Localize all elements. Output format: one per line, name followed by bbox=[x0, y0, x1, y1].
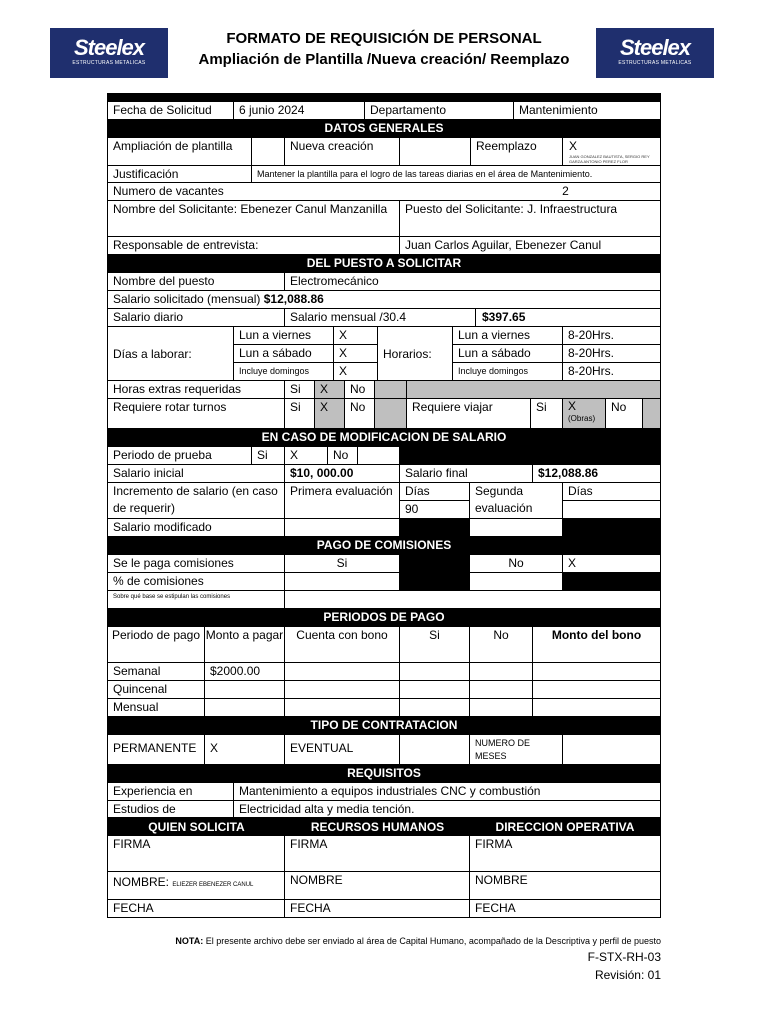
periodo-col-header: Periodo de pago bbox=[108, 627, 205, 663]
numero-meses-value[interactable] bbox=[563, 735, 660, 765]
firma-direccion[interactable]: FIRMA bbox=[470, 836, 660, 872]
modificacion-salario-header: EN CASO DE MODIFICACION DE SALARIO bbox=[108, 429, 660, 447]
document-title: FORMATO DE REQUISICIÓN DE PERSONAL bbox=[226, 30, 542, 47]
horario-value-2[interactable]: 8-20Hrs. bbox=[563, 345, 660, 363]
salario-diario-label: Salario diario bbox=[108, 309, 285, 327]
paga-comisiones-label: Se le paga comisiones bbox=[108, 555, 285, 573]
porcentaje-filler-2 bbox=[563, 573, 660, 591]
logo-brand: Steelex bbox=[619, 35, 691, 60]
viajar-si: Si bbox=[531, 399, 563, 429]
permanente-x[interactable]: X bbox=[205, 735, 285, 765]
departamento-value[interactable]: Mantenimiento bbox=[514, 102, 660, 120]
dia-check-3[interactable]: X bbox=[334, 363, 378, 381]
horarios-label: Horarios: bbox=[378, 327, 453, 381]
mensual-label: Mensual bbox=[108, 699, 205, 717]
dias-label-2: Días bbox=[563, 483, 660, 501]
salario-solicitado-row bbox=[108, 291, 660, 309]
eventual-label: EVENTUAL bbox=[285, 735, 400, 765]
bono-no-header: No bbox=[470, 627, 533, 663]
quincenal-no[interactable] bbox=[470, 681, 533, 699]
nota-label: NOTA: bbox=[175, 936, 204, 946]
mensual-no[interactable] bbox=[470, 699, 533, 717]
horario-dia-1: Lun a viernes bbox=[453, 327, 563, 345]
salario-modificado-label: Salario modificado bbox=[108, 519, 285, 537]
puesto-header: DEL PUESTO A SOLICITAR bbox=[108, 255, 660, 273]
segunda-evaluacion-label: Segunda evaluación bbox=[470, 483, 563, 519]
periodo-prueba-no-check[interactable] bbox=[358, 447, 400, 465]
nueva-creacion-check[interactable] bbox=[400, 138, 471, 166]
direccion-operativa-header: DIRECCION OPERATIVA bbox=[495, 820, 635, 834]
viajar-label: Requiere viajar bbox=[407, 399, 531, 429]
quincenal-bono[interactable] bbox=[285, 681, 400, 699]
salario-mensual-value[interactable]: $397.65 bbox=[476, 309, 660, 327]
nombre-puesto-label: Nombre del puesto bbox=[108, 273, 285, 291]
salario-inicial-label: Salario inicial bbox=[108, 465, 285, 483]
nombre-rh[interactable]: NOMBRE bbox=[285, 872, 470, 900]
bono-si-header: Si bbox=[400, 627, 470, 663]
estudios-value[interactable]: Electricidad alta y media tención. bbox=[234, 801, 660, 818]
contratacion-header: TIPO DE CONTRATACION bbox=[108, 717, 660, 735]
bono-col-header: Cuenta con bono bbox=[285, 627, 400, 663]
dia-row-2: Lun a sábado bbox=[234, 345, 334, 363]
periodo-prueba-label: Periodo de prueba bbox=[108, 447, 252, 465]
horas-extras-si: Si bbox=[285, 381, 315, 399]
recursos-humanos-header: RECURSOS HUMANOS bbox=[310, 820, 445, 834]
logo-brand: Steelex bbox=[73, 35, 145, 60]
requisitos-header: REQUISITOS bbox=[108, 765, 660, 783]
permanente-label: PERMANENTE bbox=[108, 735, 205, 765]
experiencia-value[interactable]: Mantenimiento a equipos industriales CNC y combustión bbox=[234, 783, 660, 801]
salario-solicitado-value[interactable]: $12,088.86 bbox=[263, 292, 324, 306]
responsable-label: Responsable de entrevista: bbox=[108, 237, 400, 255]
rotar-si: Si bbox=[285, 399, 315, 429]
viajar-obras: (Obras) bbox=[568, 414, 596, 423]
dia-row-1: Lun a viernes bbox=[234, 327, 334, 345]
comisiones-si: Si bbox=[285, 555, 400, 573]
quincenal-value[interactable] bbox=[205, 681, 285, 699]
salario-solicitado-label: Salario solicitado (mensual) bbox=[113, 292, 261, 306]
semanal-label: Semanal bbox=[108, 663, 205, 681]
vacantes-value[interactable]: 2 bbox=[471, 183, 660, 201]
ampliacion-check[interactable] bbox=[252, 138, 285, 166]
puesto-solicitante[interactable]: Puesto del Solicitante: J. Infraestructura bbox=[400, 201, 660, 237]
porcentaje-filler-1 bbox=[400, 573, 470, 591]
rotar-no-check[interactable] bbox=[375, 399, 407, 429]
estudios-label: Estudios de bbox=[108, 801, 234, 818]
viajar-x-cell[interactable] bbox=[563, 399, 606, 429]
salario-final-value[interactable]: $12,088.86 bbox=[533, 465, 660, 483]
quincenal-si[interactable] bbox=[400, 681, 470, 699]
mensual-si[interactable] bbox=[400, 699, 470, 717]
salario-mensual-label: Salario mensual /30.4 bbox=[285, 309, 476, 327]
horas-extras-no-check[interactable] bbox=[375, 381, 407, 399]
dia-row-3: Incluye domingos bbox=[234, 363, 334, 381]
periodo-prueba-no: No bbox=[328, 447, 358, 465]
quincenal-monto-bono[interactable] bbox=[533, 681, 660, 699]
modificado-filler-1 bbox=[400, 519, 470, 537]
porcentaje-blank bbox=[470, 573, 563, 591]
nombre-solicita[interactable] bbox=[108, 872, 285, 900]
eventual-check[interactable] bbox=[400, 735, 470, 765]
periodos-pago-header: PERIODOS DE PAGO bbox=[108, 609, 660, 627]
mensual-bono[interactable] bbox=[285, 699, 400, 717]
comisiones-no-x[interactable]: X bbox=[563, 555, 660, 573]
mensual-monto-bono[interactable] bbox=[533, 699, 660, 717]
dias-value-1[interactable]: 90 bbox=[400, 501, 470, 519]
document-subtitle: Ampliación de Plantilla /Nueva creación/ Reemplazo bbox=[198, 51, 570, 68]
semanal-value[interactable]: $2000.00 bbox=[205, 663, 285, 681]
comisiones-no: No bbox=[470, 555, 563, 573]
modificado-filler-2 bbox=[563, 519, 660, 537]
porcentaje-comisiones-label: % de comisiones bbox=[108, 573, 285, 591]
experiencia-label: Experiencia en bbox=[108, 783, 234, 801]
monto-col-header: Monto a pagar bbox=[205, 627, 285, 663]
periodo-prueba-x[interactable]: X bbox=[285, 447, 328, 465]
primera-evaluacion-label: Primera evaluación bbox=[285, 483, 400, 519]
periodo-prueba-si: Si bbox=[252, 447, 285, 465]
reemplazo-check[interactable] bbox=[563, 138, 660, 166]
top-bar bbox=[108, 94, 660, 102]
quincenal-label: Quincenal bbox=[108, 681, 205, 699]
viajar-no-check[interactable] bbox=[643, 399, 660, 429]
dias-label-1: Días bbox=[400, 483, 470, 501]
viajar-x: X bbox=[568, 399, 577, 413]
modificado-blank bbox=[470, 519, 563, 537]
nombre-puesto-value[interactable]: Electromecánico bbox=[285, 273, 660, 291]
form-revision: Revisión: 01 bbox=[594, 968, 661, 982]
horario-value-1[interactable]: 8-20Hrs. bbox=[563, 327, 660, 345]
solicitante-name[interactable]: Nombre del Solicitante: Ebenezer Canul Manzanilla bbox=[108, 201, 400, 237]
rotar-x[interactable]: X bbox=[315, 399, 345, 429]
logo-tagline: ESTRUCTURAS METALICAS bbox=[72, 60, 146, 66]
fecha-direccion[interactable]: FECHA bbox=[475, 901, 516, 915]
firma-solicita[interactable]: FIRMA bbox=[108, 836, 285, 872]
nueva-creacion-label: Nueva creación bbox=[285, 138, 400, 166]
horas-extras-filler bbox=[407, 381, 660, 399]
horario-value-3[interactable]: 8-20Hrs. bbox=[563, 363, 660, 381]
datos-generales-header: DATOS GENERALES bbox=[108, 120, 660, 138]
nombre-direccion[interactable]: NOMBRE bbox=[470, 872, 660, 900]
departamento-label: Departamento bbox=[365, 102, 514, 120]
nota-body: El presente archivo debe ser enviado al área de Capital Humano, acompañado de la Descriptiva y perfil de puesto bbox=[205, 936, 661, 946]
reemplazo-label: Reemplazo bbox=[471, 138, 563, 166]
vacantes-label: Numero de vacantes bbox=[108, 183, 471, 201]
justificacion-value[interactable]: Mantener la plantilla para el logro de las tareas diarias en el área de Mantenimiento. bbox=[252, 166, 660, 183]
nombre-solicita-label: NOMBRE: bbox=[113, 875, 170, 889]
reemplazo-note: JUAN GONZALEZ BAUTISTA, SERGIO REY GARZA ANTONIO PEREZ FLOR bbox=[569, 154, 650, 164]
salario-final-label: Salario final bbox=[400, 465, 533, 483]
comisiones-header: PAGO DE COMISIONES bbox=[108, 537, 660, 555]
semanal-si[interactable] bbox=[400, 663, 470, 681]
nombre-solicita-value: ELIEZER EBENEZER CANUL bbox=[172, 882, 254, 888]
base-comisiones-label: Sobre qué base se estipulan las comisiones bbox=[108, 591, 285, 609]
logo-tagline: ESTRUCTURAS METALICAS bbox=[618, 60, 692, 66]
numero-meses-label: NUMERO DE MESES bbox=[470, 735, 563, 765]
horario-dia-2: Lun a sábado bbox=[453, 345, 563, 363]
viajar-no: No bbox=[606, 399, 643, 429]
comisiones-si-check[interactable] bbox=[400, 555, 470, 573]
form-code: F-STX-RH-03 bbox=[587, 950, 661, 964]
dia-check-2[interactable]: X bbox=[334, 345, 378, 363]
semanal-bono[interactable] bbox=[285, 663, 400, 681]
fecha-rh[interactable]: FECHA bbox=[285, 900, 470, 917]
monto-bono-header: Monto del bono bbox=[533, 627, 660, 663]
semanal-monto-bono[interactable] bbox=[533, 663, 660, 681]
quien-solicita-header: QUIEN SOLICITA bbox=[148, 820, 245, 834]
justificacion-label: Justificación bbox=[108, 166, 252, 183]
rotar-turnos-label: Requiere rotar turnos bbox=[108, 399, 285, 429]
dia-check-1[interactable]: X bbox=[334, 327, 378, 345]
incremento-label: Incremento de salario (en caso de requerir) bbox=[108, 483, 285, 519]
fecha-solicita[interactable]: FECHA bbox=[108, 900, 285, 917]
dias-value-2[interactable] bbox=[563, 501, 660, 519]
salario-inicial-value[interactable]: $10, 000.00 bbox=[285, 465, 400, 483]
nota-text bbox=[107, 936, 661, 946]
firma-rh[interactable]: FIRMA bbox=[285, 836, 470, 872]
fecha-value[interactable]: 6 junio 2024 bbox=[234, 102, 365, 120]
reemplazo-x: X bbox=[569, 139, 578, 153]
horas-extras-no: No bbox=[345, 381, 375, 399]
porcentaje-value[interactable] bbox=[285, 573, 400, 591]
salario-modificado-value[interactable] bbox=[285, 519, 400, 537]
dias-laborar-label: Días a laborar: bbox=[108, 327, 234, 381]
base-comisiones-value[interactable] bbox=[285, 591, 660, 609]
horas-extras-label: Horas extras requeridas bbox=[108, 381, 285, 399]
responsable-value[interactable]: Juan Carlos Aguilar, Ebenezer Canul bbox=[400, 237, 660, 255]
ampliacion-label: Ampliación de plantilla bbox=[108, 138, 252, 166]
requisition-form bbox=[107, 93, 661, 918]
periodo-prueba-filler bbox=[400, 447, 660, 465]
horario-dia-3: Incluye domingos bbox=[453, 363, 563, 381]
horas-extras-x[interactable]: X bbox=[315, 381, 345, 399]
mensual-value[interactable] bbox=[205, 699, 285, 717]
semanal-no[interactable] bbox=[470, 663, 533, 681]
fecha-label: Fecha de Solicitud bbox=[108, 102, 234, 120]
rotar-no: No bbox=[345, 399, 375, 429]
